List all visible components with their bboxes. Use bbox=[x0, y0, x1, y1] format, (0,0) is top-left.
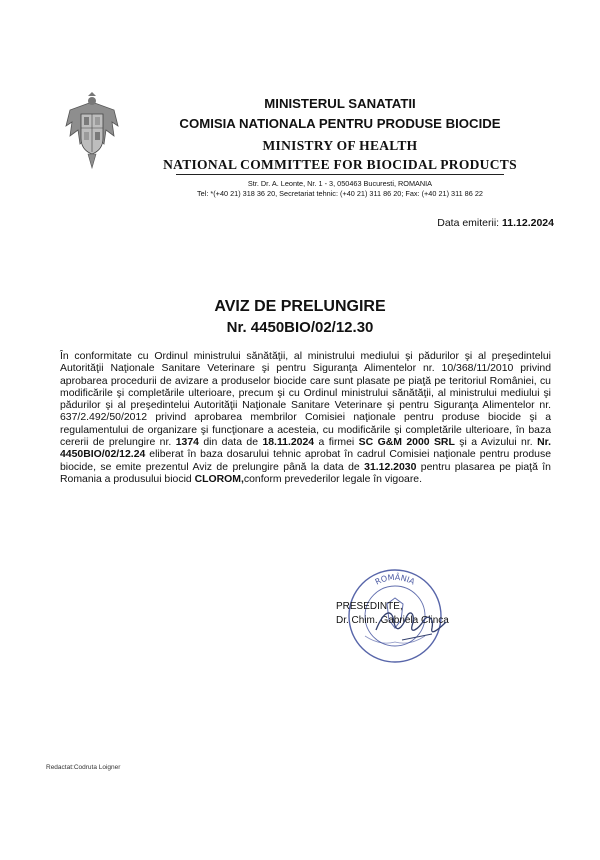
handwritten-signature-icon bbox=[372, 600, 452, 650]
valid-until-date: 31.12.2030 bbox=[364, 461, 417, 473]
document-title: AVIZ DE PRELUNGIRE bbox=[214, 298, 386, 315]
request-date: 18.11.2024 bbox=[262, 437, 315, 449]
signatory-role: PRESEDINTE, bbox=[336, 601, 403, 612]
document-number: Nr. 4450BIO/02/12.30 bbox=[226, 319, 374, 336]
ministry-name-en: MINISTRY OF HEALTH bbox=[262, 138, 418, 153]
romanian-coat-of-arms-icon bbox=[62, 92, 122, 170]
commission-name-ro: COMISIA NATIONALA PENTRU PRODUSE BIOCIDE bbox=[179, 116, 501, 131]
stamp-text: ROMÂNIA bbox=[373, 572, 417, 587]
request-number: 1374 bbox=[175, 437, 199, 449]
header-divider bbox=[176, 174, 504, 175]
body-text-4: şi a Avizului nr. bbox=[454, 437, 538, 449]
editor-note: Redactat:Codruta Loigner bbox=[46, 764, 121, 771]
phone-line: Tel: *(+40 21) 318 36 20, Secretariat tehnic: (+40 21) 311 86 20; Fax: (+40 21) 311 86 22 bbox=[197, 189, 483, 198]
issue-date-value: 11.12.2024 bbox=[502, 217, 554, 229]
body-text-5: eliberat în baza dosarului tehnic aprobat în cadrul Comisiei naţionale pentru produse biocide, se emite prezentul Aviz de prelungire până la data de bbox=[60, 449, 551, 473]
product-name: CLOROM, bbox=[194, 473, 244, 485]
previous-aviz-number: Nr. 4450BIO/02/12.24 bbox=[60, 437, 551, 461]
issue-date-label: Data emiterii: bbox=[437, 217, 500, 229]
ministry-name-ro: MINISTERUL SANATATII bbox=[264, 96, 416, 111]
body-text-7: conform prevederilor legale în vigoare. bbox=[243, 473, 423, 485]
body-text-1: În conformitate cu Ordinul ministrului sănătăţii, al ministrului mediului şi pădurilor şi al preşedintelui Autorităţii Naţionale Sanitare Veterinare şi pentru Siguranţa Alimentelor nr. 10/368/11/2010 privind aprobarea procedurii de avizare a produselor biocide care sunt plasate pe piaţă pe teritoriul României, cu modificările şi completările ulterioare, precum şi cu Ordinul ministrului sănătăţii, al ministrului mediului şi pădurilor şi al preşedintelui Autorităţii Naţionale Sanitare Veterinare şi pentru Siguranţa Alimentelor nr. 637/2.492/50/2012 privind aprobarea membrilor Comisiei naţionale pentru produse biocide şi a regulamentului de organizare şi funcţionare a acesteia, cu modificările şi completările ulterioare, în baza cererii de prelungire nr. bbox=[60, 351, 551, 449]
address-line: Str. Dr. A. Leonte, Nr. 1 - 3, 050463 Bucuresti, ROMANIA bbox=[247, 179, 433, 188]
body-text-2: din data de bbox=[198, 437, 263, 449]
body-text-3: a firmei bbox=[314, 437, 359, 449]
signatory-name: Dr. Chim. Gabriela Clinca bbox=[336, 615, 449, 626]
issue-date bbox=[437, 217, 554, 229]
company-name: SC G&M 2000 SRL bbox=[358, 437, 455, 449]
body-text-6: pentru plasarea pe piaţă în Romania a produsului biocid bbox=[60, 461, 551, 485]
main-paragraph bbox=[60, 351, 551, 486]
commission-name-en: NATIONAL COMMITTEE FOR BIOCIDAL PRODUCTS bbox=[163, 157, 517, 172]
